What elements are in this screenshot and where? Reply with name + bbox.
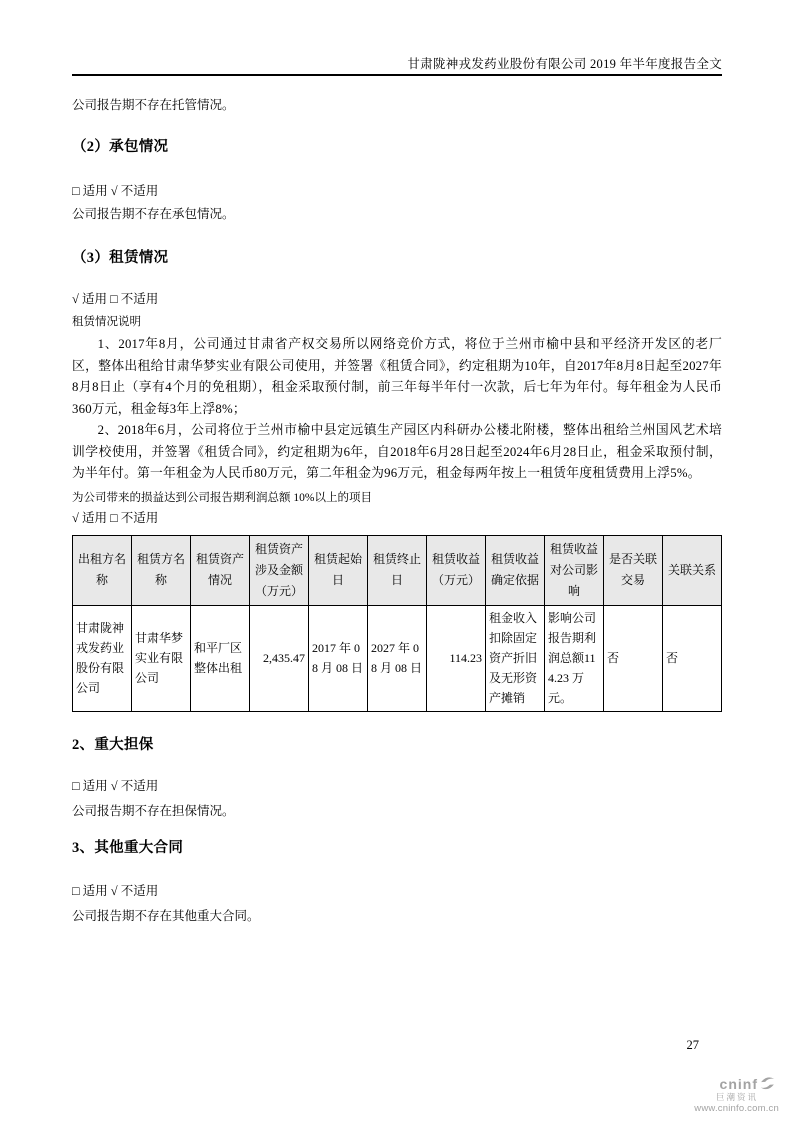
logo-url: www.cninfo.com.cn <box>694 1103 779 1114</box>
cell-lessee: 甘肃华梦实业有限公司 <box>132 605 191 711</box>
leasing-table <box>72 535 722 712</box>
col-header-relationship: 关联关系 <box>663 535 722 605</box>
cninfo-logo <box>687 1076 779 1114</box>
running-header-title: 甘肃陇神戎发药业股份有限公司 2019 年半年度报告全文 <box>407 57 722 71</box>
page-content <box>72 0 722 923</box>
section-heading-contracting: （2）承包情况 <box>72 139 169 155</box>
leasing-table-header-row <box>73 535 722 605</box>
contracting-note: 公司报告期不存在承包情况。 <box>72 207 235 221</box>
section-heading-guarantee: 2、重大担保 <box>72 736 154 753</box>
col-header-start-date: 租赁起始日 <box>309 535 368 605</box>
section-heading-other-contracts: 3、其他重大合同 <box>72 839 184 856</box>
col-header-income-basis: 租赁收益确定依据 <box>486 535 545 605</box>
leasing-table-row <box>73 605 722 711</box>
section-heading-leasing: （3）租赁情况 <box>72 250 169 266</box>
leasing-applicability: √ 适用 □ 不适用 <box>72 292 159 306</box>
leasing-paragraph-1: 1、2017年8月，公司通过甘肃省产权交易所以网络竞价方式，将位于兰州市榆中县和平经济开发区的老厂区，整体出租给甘肃华梦实业有限公司使用，并签署《租赁合同》，约定租期为10年，自2017年8月8日起至2027年8月8日止（享有4个月的免租期），租金采取预付制，前三年每半年付一次款，后七年为年付。每年租金为人民币360万元，租金每3年上浮8%； <box>72 337 722 416</box>
cell-lessor: 甘肃陇神戎发药业股份有限公司 <box>73 605 132 711</box>
trusteeship-note: 公司报告期不存在托管情况。 <box>72 98 235 112</box>
cell-income-impact: 影响公司报告期利润总额114.23 万元。 <box>545 605 604 711</box>
page-number: 27 <box>686 1038 699 1052</box>
leasing-paragraph-2: 2、2018年6月，公司将位于兰州市榆中县定远镇生产园区内科研办公楼北附楼，整体出租给兰州国风艺术培训学校使用，并签署《租赁合同》，约定租期为6年，自2018年6月28日起至2024年6月28日止，租金采取预付制，为半年付。第一年租金为人民币80万元，第二年租金为96万元，租金每两年按上一租赁年度租赁费用上浮5%。 <box>72 423 722 480</box>
col-header-amount: 租赁资产涉及金额（万元） <box>250 535 309 605</box>
guarantee-note: 公司报告期不存在担保情况。 <box>72 803 235 818</box>
guarantee-applicability: □ 适用 √ 不适用 <box>72 778 159 793</box>
col-header-lessor: 出租方名称 <box>73 535 132 605</box>
logo-subtitle: 巨潮资讯 <box>715 1092 758 1102</box>
leasing-subtitle: 租赁情况说明 <box>72 316 141 328</box>
header-divider <box>72 74 722 76</box>
col-header-income-impact: 租赁收益对公司影响 <box>545 535 604 605</box>
profit-item-note: 为公司带来的损益达到公司报告期利润总额 10%以上的项目 <box>72 491 372 504</box>
cninfo-swirl-icon <box>759 1076 776 1091</box>
col-header-end-date: 租赁终止日 <box>368 535 427 605</box>
col-header-income: 租赁收益（万元） <box>427 535 486 605</box>
other-contracts-note: 公司报告期不存在其他重大合同。 <box>72 908 260 923</box>
cell-related-txn: 否 <box>604 605 663 711</box>
cell-start-date: 2017 年 08 月 08 日 <box>309 605 368 711</box>
logo-brand-row <box>687 1076 779 1091</box>
cell-income: 114.23 <box>427 605 486 711</box>
col-header-lessee: 租赁方名称 <box>132 535 191 605</box>
col-header-asset: 租赁资产情况 <box>191 535 250 605</box>
cell-amount: 2,435.47 <box>250 605 309 711</box>
profit-item-applicability: √ 适用 □ 不适用 <box>72 510 159 525</box>
logo-brand-text: cninf <box>719 1075 758 1092</box>
other-contracts-applicability: □ 适用 √ 不适用 <box>72 883 159 898</box>
col-header-related-txn: 是否关联交易 <box>604 535 663 605</box>
contracting-applicability: □ 适用 √ 不适用 <box>72 184 159 198</box>
cell-end-date: 2027 年 08 月 08 日 <box>368 605 427 711</box>
cell-income-basis: 租金收入扣除固定资产折旧及无形资产摊销 <box>486 605 545 711</box>
cell-asset: 和平厂区整体出租 <box>191 605 250 711</box>
cell-relationship: 否 <box>663 605 722 711</box>
